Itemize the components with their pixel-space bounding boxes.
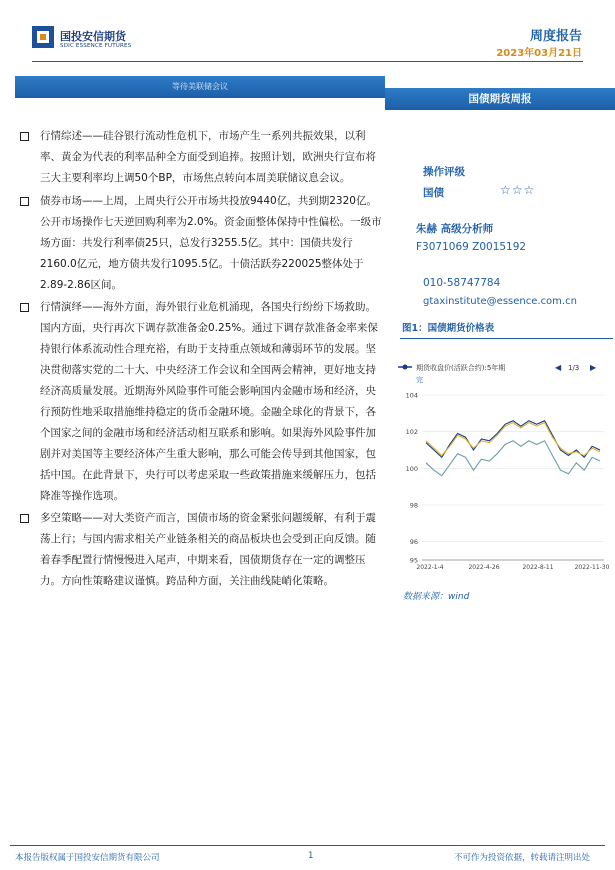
- data-source: 数据来源：wind: [403, 592, 470, 602]
- paragraph-text: 行情演绎——海外方面，海外银行业危机涌现，各国央行纷纷下场救助。国内方面，央行再次下调存款准备金0.25%。通过下调存款准备金率来保持银行体系流动性合理充裕，有助于支持重点领域和薄弱环节的发展。坚决贯彻落实党的二十大、中央经济工作会议和全国两会精神，更好地支持经济高质量发展。近期海外风险事件可能会影响国内金融市场和经济，央行预防性地采取措施维持稳定的货币金融环境。金融全球化的背景下，各个国家之间的金融市场和经济活动相互联系和影响。如果海外风险事件加剧并对美国等主要经济体产生重大影响，那么可能会传导到其他国家，包括中国。在此背景下，央行可以考虑采取一些政策措施来缓解压力，包括降准等操作选项。: [40, 301, 378, 502]
- report-type: 周度报告: [529, 29, 582, 44]
- legend-marker: [403, 365, 408, 370]
- paragraph-text: 行情综述——硅谷银行流动性危机下，市场产生一系列共振效果，以利率、黄金为代表的利率品种全方面受到追捧。按照计划，欧洲央行宣布将三大主要利率均上调50个BP，市场焦点转向本周美联储议息会议。: [40, 130, 376, 184]
- y-tick-label: 104: [405, 391, 418, 400]
- page-number: 1: [308, 851, 314, 861]
- report-body: [20, 126, 383, 592]
- paragraph-market-summary: [20, 126, 383, 189]
- column-title: 国债期货周报: [468, 93, 532, 105]
- company-logo-icon: [32, 26, 54, 48]
- legend-label-overflow: 完: [416, 376, 423, 384]
- headline-banner: [15, 76, 385, 98]
- analyst-name: 朱赫 高级分析师: [416, 223, 494, 235]
- column-banner: [385, 88, 615, 110]
- legend-pager: 1/3: [568, 364, 580, 372]
- bullet-square-icon: [20, 132, 29, 141]
- legend-next-icon[interactable]: ▶: [590, 363, 597, 372]
- report-date: 2023年03月21日: [496, 48, 582, 59]
- chart-axes: [406, 392, 610, 572]
- footer-disclaimer: 不可作为投资依据，转载请注明出处: [453, 853, 590, 863]
- rating-stars-icon: ☆☆☆: [500, 183, 536, 197]
- chart-series: [426, 421, 600, 476]
- rating-title: 操作评级: [423, 166, 465, 178]
- y-tick-label: 100: [405, 464, 418, 473]
- paragraph-strategy: [20, 508, 383, 592]
- paragraph-text: 多空策略——对大类资产而言，国债市场的资金紧张问题缓解，有利于震荡上行；与国内需求相关产业链条相关的商品板块也会受到正向反馈。随着春季配置行情慢慢进入尾声，中期来看，国债期货存在一定的调整压力。方向性策略建议谨慎。跨品种方面，关注曲线陡峭化策略。: [40, 512, 376, 587]
- x-tick-label: 2022-8-11: [522, 564, 554, 571]
- bullet-square-icon: [20, 197, 29, 206]
- legend-prev-icon[interactable]: ◀: [555, 363, 562, 372]
- y-tick-label: 95: [409, 556, 418, 565]
- paragraph-market-trend: [20, 297, 383, 507]
- y-tick-label: 96: [409, 538, 418, 547]
- company-name-cn: 国投安信期货: [60, 30, 126, 43]
- chart-legend: [398, 363, 597, 384]
- bullet-square-icon: [20, 303, 29, 312]
- x-tick-label: 2022-11-30: [574, 564, 610, 571]
- header-divider: [32, 61, 583, 62]
- x-tick-label: 2022-1-4: [416, 564, 444, 571]
- contact-email[interactable]: gtaxinstitute@essence.com.cn: [423, 296, 577, 307]
- report-header: [0, 0, 615, 64]
- y-tick-label: 98: [409, 501, 418, 510]
- series-line: [426, 423, 600, 456]
- x-tick-label: 2022-4-26: [468, 564, 500, 571]
- company-name-en: SDIC ESSENCE FUTURES: [60, 43, 132, 49]
- futures-price-chart: [390, 350, 615, 580]
- paragraph-bond-market: [20, 191, 383, 296]
- headline-text: 等待美联储会议: [172, 82, 228, 91]
- legend-label: 期货收盘价(活跃合约):5年期: [416, 364, 506, 372]
- paragraph-text: 债券市场——上周，上周央行公开市场共投放9440亿，共到期2320亿。公开市场操作七天逆回购利率为2.0%。资金面整体保持中性偏松。一级市场方面：共发行利率债25只，总发行3255.5亿。其中：国债共发行2160.0亿元，地方债共发行1095.5亿。十债活跃券220025整体处于2.89-2.86区间。: [40, 195, 382, 291]
- y-tick-label: 102: [405, 428, 418, 437]
- footer-divider: [10, 845, 605, 846]
- footer-copyright: 本报告版权属于国投安信期货有限公司: [15, 853, 160, 863]
- bullet-square-icon: [20, 514, 29, 523]
- rating-instrument: 国债: [423, 187, 444, 199]
- contact-phone: 010-58747784: [423, 277, 501, 289]
- analyst-license: F3071069 Z0015192: [416, 241, 527, 253]
- series-line: [426, 441, 600, 476]
- series-line: [426, 421, 600, 458]
- figure-divider: [400, 338, 613, 339]
- figure-title: 图1：国债期货价格表: [402, 323, 495, 334]
